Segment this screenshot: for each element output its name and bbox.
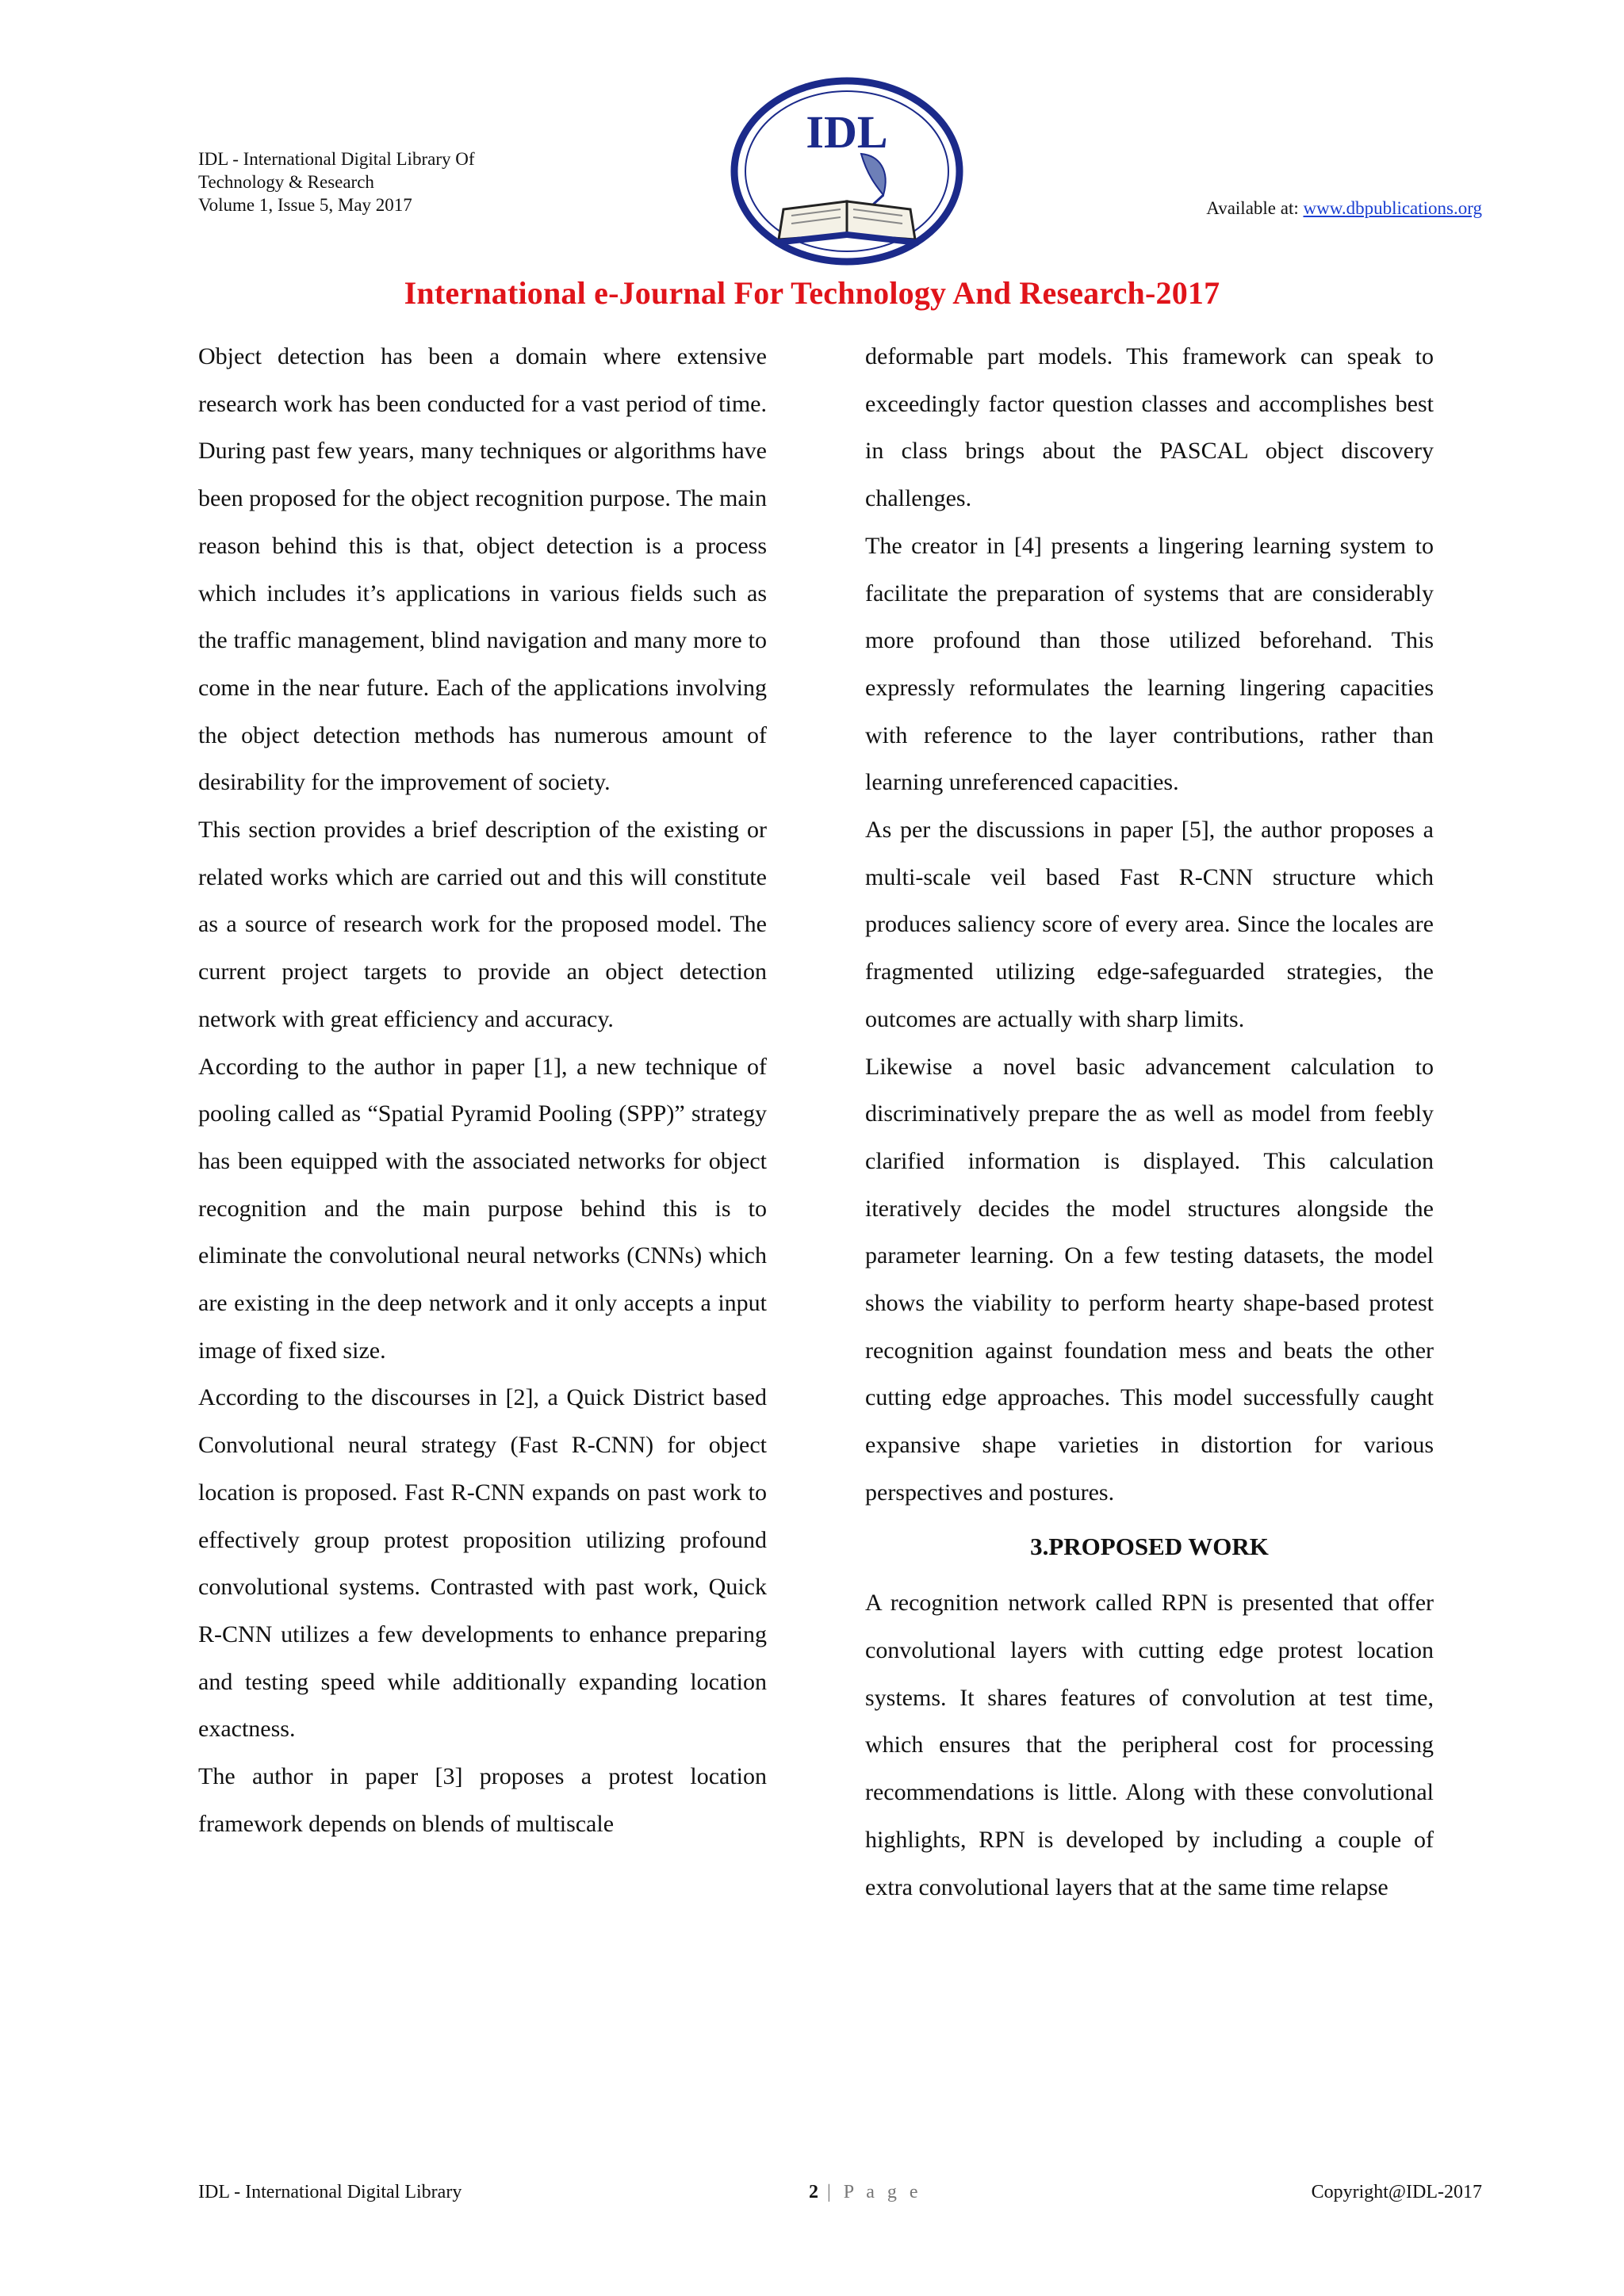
section-heading-proposed-work: 3.PROPOSED WORK: [1030, 1532, 1269, 1560]
footer-page: [809, 2182, 922, 2203]
footer-left: IDL - International Digital Library: [198, 2182, 462, 2202]
paragraph-ref-3: The author in paper [3] proposes a protest location framework depends on blends of multiscale: [198, 1763, 767, 1837]
availability-line: [1206, 198, 1482, 219]
idl-logo: [728, 76, 966, 266]
left-column: [198, 333, 767, 1848]
header-line-1: IDL - International Digital Library Of: [198, 149, 475, 169]
right-column: [865, 333, 1434, 1911]
page-number: 2: [809, 2182, 818, 2202]
logo-text: IDL: [806, 106, 888, 158]
paragraph-ref-1: According to the author in paper [1], a new technique of pooling called as “Spatial Pyramid Pooling (SPP)” strategy has been equipped with the associated networks for object recognition and the main purpose behind this is to eliminate the convolutional neural networks (CNNs) which are existing in the deep network and it only accepts a input image of fixed size.: [198, 1053, 767, 1364]
footer-copyright: Copyright@IDL-2017: [1311, 2182, 1482, 2202]
paragraph-section-overview: This section provides a brief description of the existing or related works which are carried out and this will constitute as a source of research work for the proposed model. The current project targets to provide an object detection network with great efficiency and accuracy.: [198, 817, 767, 1032]
paragraph-ref-2: According to the discourses in [2], a Quick District based Convolutional neural strategy (Fast R-CNN) for object location is proposed. Fast R-CNN expands on past work to effectively group protest proposition utilizing profound convolutional systems. Contrasted with past work, Quick R-CNN utilizes a few developments to enhance preparing and testing speed while additionally expanding location exactness.: [198, 1384, 767, 1743]
journal-title: International e-Journal For Technology And Research-2017: [404, 275, 1220, 311]
paragraph-ref-5: As per the discussions in paper [5], the author proposes a multi-scale veil based Fast R-CNN structure which produces saliency score of every area. Since the locales are fragmented utilizing edge-safeguarded strategies, the outcomes are actually with sharp limits.: [865, 817, 1434, 1032]
availability-label: Available at:: [1206, 198, 1304, 218]
paragraph-intro: Object detection has been a domain where extensive research work has been conducted for a vast period of time. During past few years, many techniques or algorithms have been proposed for the object recognition purpose. The main reason behind this is that, object detection is a process which includes it’s applications in various fields such as the traffic management, blind navigation and many more to come in the near future. Each of the applications involving the object detection methods has numerous amount of desirability for the improvement of society.: [198, 343, 767, 796]
dbpublications-link[interactable]: www.dbpublications.org: [1303, 198, 1482, 218]
header-publication-info: [198, 147, 475, 216]
header-line-2: Technology & Research: [198, 172, 374, 192]
page-label: | P a g e: [818, 2182, 922, 2202]
paragraph-ref-3-cont: deformable part models. This framework can speak to exceedingly factor question classes and accomplishes best in class brings about the PASCAL object discovery challenges.: [865, 343, 1434, 512]
paragraph-model: Likewise a novel basic advancement calculation to discriminatively prepare the as well as model from feebly clarified information is displayed. This calculation iteratively decides the model structures alongside the parameter learning. On a few testing datasets, the model shows the viability to perform hearty shape-based protest recognition against foundation mess and beats the other cutting edge approaches. This model successfully caught expansive shape varieties in distortion for various perspectives and postures.: [865, 1053, 1434, 1506]
header-line-3: Volume 1, Issue 5, May 2017: [198, 195, 412, 215]
paragraph-rpn: A recognition network called RPN is presented that offer convolutional layers with cutting edge protest location systems. It shares features of convolution at test time, which ensures that the peripheral cost for processing recommendations is little. Along with these convolutional highlights, RPN is developed by including a couple of extra convolutional layers that at the same time relapse: [865, 1590, 1434, 1900]
paragraph-ref-4: The creator in [4] presents a lingering learning system to facilitate the preparation of systems that are considerably more profound than those utilized beforehand. This expressly reformulates the learning lingering capacities with reference to the layer contributions, rather than learning unreferenced capacities.: [865, 532, 1434, 796]
